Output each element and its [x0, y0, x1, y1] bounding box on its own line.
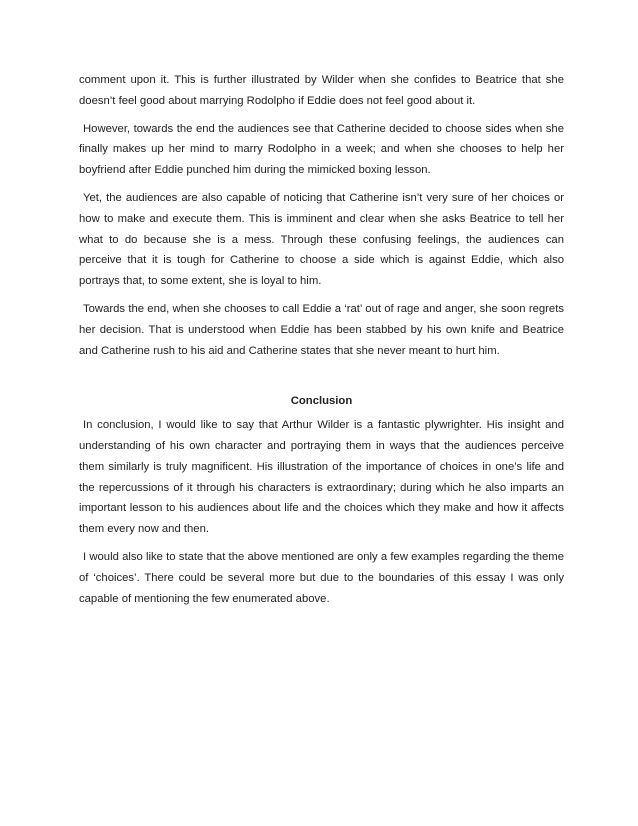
conclusion-paragraph: In conclusion, I would like to say that Arthur Wilder is a fantastic plywrighter. His insight and understanding of his own character and portraying them in ways that the audiences perceive them similarly is truly magnificent. His illustration of the importance of choices in one’s life and the repercussions of it through his characters is extraordinary; during which he also imparts an important lesson to his audiences about life and the choices which they make and how it affects them every now and then.: [79, 419, 564, 536]
body-paragraph: comment upon it. This is further illustrated by Wilder when she confides to Beatrice that she doesn’t feel good about marrying Rodolpho if Eddie does not feel good about it.: [79, 74, 564, 107]
document-page: [79, 70, 564, 616]
body-paragraph: Yet, the audiences are also capable of noticing that Catherine isn’t very sure of her choices or how to make and execute them. This is imminent and clear when she asks Beatrice to tell her what to do because she is a mess. Through these confusing feelings, the audiences can perceive that it is tough for Catherine to choose a side which is against Eddie, which also portrays that, to some extent, she is loyal to him.: [79, 191, 564, 288]
conclusion-heading: Conclusion: [290, 395, 353, 408]
conclusion-paragraph: I would also like to state that the above mentioned are only a few examples regarding the theme of ‘choices’. There could be several more but due to the boundaries of this essay I was only capable of mentioning the few enumerated above.: [79, 550, 564, 605]
body-paragraph: However, towards the end the audiences see that Catherine decided to choose sides when she finally makes up her mind to marry Rodolpho in a week; and when she chooses to help her boyfriend after Eddie punched him during the mimicked boxing lesson.: [79, 122, 564, 177]
body-paragraph: Towards the end, when she chooses to call Eddie a ‘rat’ out of rage and anger, she soon regrets her decision. That is understood when Eddie has been stabbed by his own knife and Beatrice and Catherine rush to his aid and Catherine states that she never meant to hurt him.: [79, 302, 564, 357]
